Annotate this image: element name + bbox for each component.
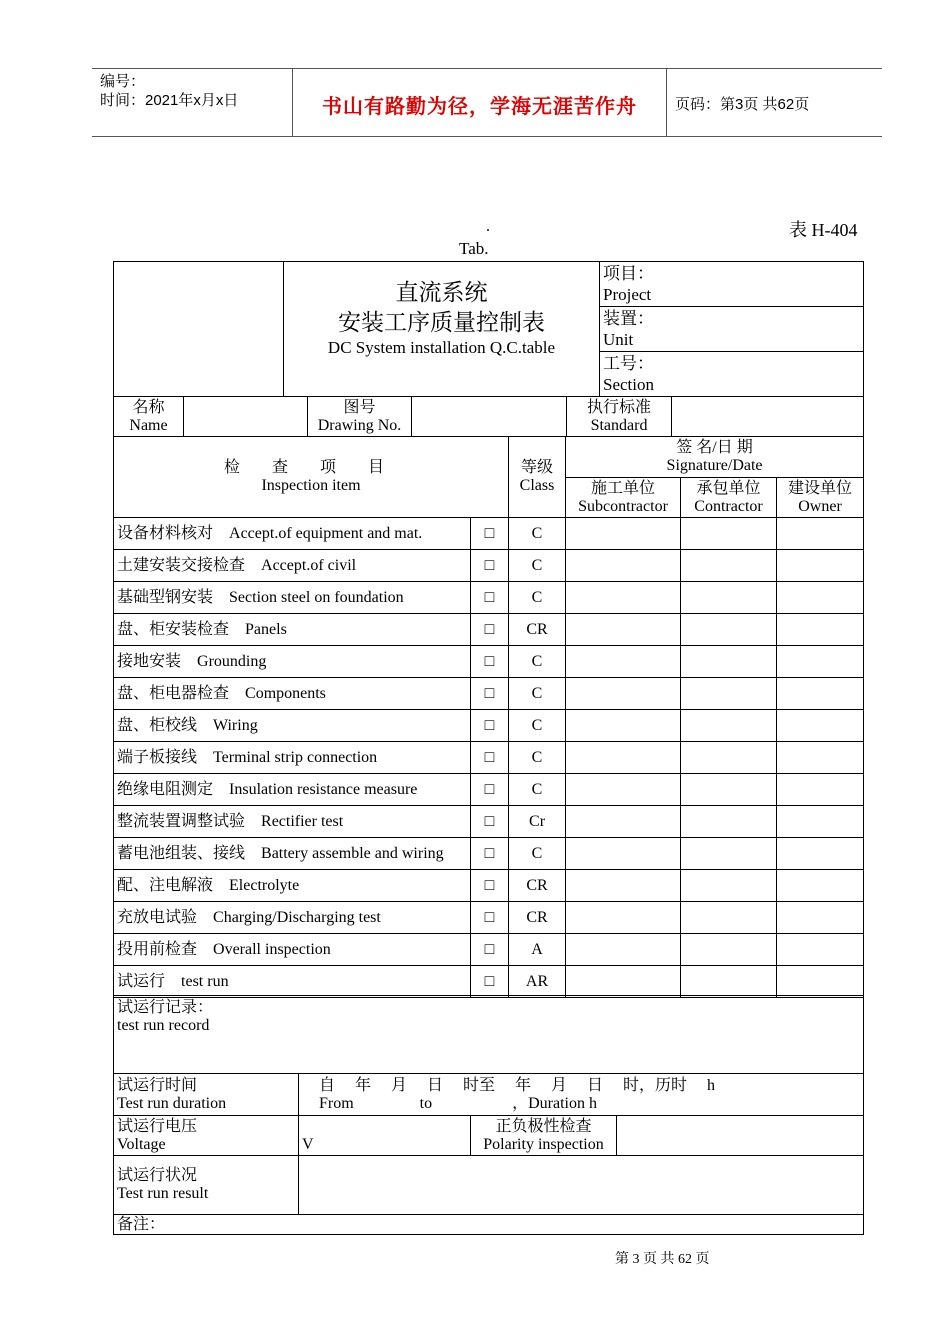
drawing-label: 图号 Drawing No.	[308, 397, 412, 437]
inspection-item-label: 试运行 test run	[114, 966, 471, 998]
dot-mark: .	[486, 218, 490, 235]
item-checkbox[interactable]: □	[471, 678, 509, 710]
table-row	[114, 550, 864, 582]
subcontractor-sign-cell[interactable]	[566, 774, 681, 806]
remarks-field[interactable]	[114, 1215, 864, 1235]
subcontractor-sign-cell[interactable]	[566, 966, 681, 998]
inspection-table	[113, 436, 864, 998]
table-row	[114, 838, 864, 870]
item-checkbox[interactable]: □	[471, 742, 509, 774]
owner-sign-cell[interactable]	[777, 582, 864, 614]
inspection-item-label: 端子板接线 Terminal strip connection	[114, 742, 471, 774]
item-class: C	[509, 742, 566, 774]
table-row	[114, 774, 864, 806]
title-cn-line2: 安装工序质量控制表	[338, 310, 545, 335]
inspection-item-label: 整流装置调整试验 Rectifier test	[114, 806, 471, 838]
item-class: C	[509, 710, 566, 742]
owner-sign-cell[interactable]	[777, 678, 864, 710]
item-class: C	[509, 774, 566, 806]
item-class: C	[509, 678, 566, 710]
inspection-item-label: 盘、柜安装检查 Panels	[114, 614, 471, 646]
table-row	[114, 870, 864, 902]
owner-sign-cell[interactable]	[777, 518, 864, 550]
inspection-item-label: 盘、柜电器检查 Components	[114, 678, 471, 710]
owner-sign-cell[interactable]	[777, 742, 864, 774]
subcontractor-sign-cell[interactable]	[566, 614, 681, 646]
item-checkbox[interactable]: □	[471, 582, 509, 614]
inspection-item-label: 接地安装 Grounding	[114, 646, 471, 678]
item-class: CR	[509, 870, 566, 902]
inspection-item-label: 土建安装交接检查 Accept.of civil	[114, 550, 471, 582]
remarks-label: 备注：	[117, 1215, 166, 1233]
header-motto: 书山有路勤为径，学海无涯苦作舟	[322, 96, 637, 118]
owner-sign-cell[interactable]	[777, 966, 864, 998]
inspection-item-label: 蓄电池组装、接线 Battery assemble and wiring	[114, 838, 471, 870]
item-checkbox[interactable]: □	[471, 614, 509, 646]
subcontractor-sign-cell[interactable]	[566, 902, 681, 934]
polarity-label: 正负极性检查 Polarity inspection	[471, 1116, 617, 1156]
table-row	[114, 678, 864, 710]
inspection-item-label: 充放电试验 Charging/Discharging test	[114, 902, 471, 934]
contractor-sign-cell[interactable]	[681, 966, 777, 998]
title-table	[113, 261, 864, 397]
voltage-label: 试运行电压 Voltage	[114, 1116, 299, 1156]
duration-field[interactable]	[299, 1074, 864, 1116]
owner-sign-cell[interactable]	[777, 774, 864, 806]
contractor-sign-cell[interactable]	[681, 806, 777, 838]
title-cn-line1: 直流系统	[395, 280, 488, 305]
unit-label-cn: 装置：	[603, 309, 654, 328]
header-info	[100, 72, 238, 110]
item-class: C	[509, 838, 566, 870]
time-label: 时间：2021年x月x日	[100, 92, 239, 109]
item-checkbox[interactable]: □	[471, 934, 509, 966]
item-class: Cr	[509, 806, 566, 838]
project-label-cn: 项目：	[603, 264, 654, 283]
item-class: C	[509, 582, 566, 614]
item-checkbox[interactable]: □	[471, 966, 509, 998]
table-row	[114, 966, 864, 998]
voltage-unit: V	[302, 1136, 314, 1153]
item-checkbox[interactable]: □	[471, 838, 509, 870]
inspection-item-label: 盘、柜校线 Wiring	[114, 710, 471, 742]
contractor-sign-cell[interactable]	[681, 550, 777, 582]
contractor-sign-cell[interactable]	[681, 774, 777, 806]
duration-line-cn: 自 年 月 日 时至 年 月 日 时，历时 h	[319, 1076, 716, 1094]
owner-sign-cell[interactable]	[777, 934, 864, 966]
result-label: 试运行状况 Test run result	[114, 1156, 299, 1215]
table-row	[114, 902, 864, 934]
table-row	[114, 614, 864, 646]
inspection-item-label: 基础型钢安装 Section steel on foundation	[114, 582, 471, 614]
item-checkbox[interactable]: □	[471, 806, 509, 838]
table-row	[114, 518, 864, 550]
item-checkbox[interactable]: □	[471, 774, 509, 806]
header-top-rule	[92, 68, 882, 69]
subcontractor-sign-cell[interactable]	[566, 742, 681, 774]
subcontractor-sign-cell[interactable]	[566, 806, 681, 838]
table-row	[114, 646, 864, 678]
class-heading: 等级 Class	[509, 437, 566, 518]
record-label-cn: 试运行记录：	[117, 999, 214, 1016]
subcontractor-sign-cell[interactable]	[566, 646, 681, 678]
subcontractor-sign-cell[interactable]	[566, 870, 681, 902]
item-class: C	[509, 518, 566, 550]
drawing-value-field[interactable]	[412, 397, 567, 437]
duration-to: to	[419, 1094, 433, 1112]
page-footer: 第 3 页 共 62 页	[615, 1252, 710, 1267]
item-checkbox[interactable]: □	[471, 550, 509, 582]
item-class: A	[509, 934, 566, 966]
item-checkbox[interactable]: □	[471, 646, 509, 678]
item-class: C	[509, 550, 566, 582]
duration-hours: ，Duration h	[512, 1094, 598, 1112]
owner-heading: 建设单位 Owner	[777, 478, 864, 518]
owner-sign-cell[interactable]	[777, 838, 864, 870]
test-run-record[interactable]	[114, 996, 864, 1074]
contractor-sign-cell[interactable]	[681, 646, 777, 678]
section-label-en: Section	[603, 375, 654, 394]
owner-sign-cell[interactable]	[777, 806, 864, 838]
title-en: DC System installation Q.C.table	[327, 338, 556, 357]
result-field[interactable]	[299, 1156, 864, 1215]
contractor-sign-cell[interactable]	[681, 710, 777, 742]
record-label-en: test run record	[117, 1017, 210, 1034]
contractor-sign-cell[interactable]	[681, 902, 777, 934]
project-label-en: Project	[603, 285, 652, 304]
signature-heading: 签 名/日 期 Signature/Date	[566, 437, 864, 478]
name-label: 名称 Name	[114, 397, 184, 437]
test-run-table	[113, 995, 864, 1235]
contractor-sign-cell[interactable]	[681, 934, 777, 966]
section-field[interactable]	[600, 352, 864, 397]
item-class: AR	[509, 966, 566, 998]
inspection-item-label: 绝缘电阻测定 Insulation resistance measure	[114, 774, 471, 806]
contractor-heading: 承包单位 Contractor	[681, 478, 777, 518]
item-checkbox[interactable]: □	[471, 710, 509, 742]
owner-sign-cell[interactable]	[777, 550, 864, 582]
voltage-field[interactable]	[299, 1116, 471, 1156]
section-label-cn: 工号：	[603, 354, 654, 373]
standard-label: 执行标准 Standard	[567, 397, 672, 437]
project-field[interactable]	[600, 262, 864, 307]
form-title	[284, 262, 600, 397]
owner-sign-cell[interactable]	[777, 614, 864, 646]
contractor-sign-cell[interactable]	[681, 838, 777, 870]
duration-label: 试运行时间 Test run duration	[114, 1074, 299, 1116]
subcontractor-sign-cell[interactable]	[566, 678, 681, 710]
polarity-field[interactable]	[617, 1116, 864, 1156]
owner-sign-cell[interactable]	[777, 902, 864, 934]
header-bottom-rule	[92, 136, 882, 137]
table-row	[114, 934, 864, 966]
inspection-item-label: 设备材料核对 Accept.of equipment and mat.	[114, 518, 471, 550]
inspection-item-heading: 检 查 项 目 Inspection item	[114, 437, 509, 518]
table-number: 表 H-404	[789, 220, 858, 240]
contractor-sign-cell[interactable]	[681, 678, 777, 710]
item-class: CR	[509, 902, 566, 934]
logo-cell	[114, 262, 284, 397]
subcontractor-sign-cell[interactable]	[566, 838, 681, 870]
owner-sign-cell[interactable]	[777, 710, 864, 742]
contractor-sign-cell[interactable]	[681, 614, 777, 646]
header-page-label: 页码：第3页 共62页	[675, 96, 810, 113]
contractor-sign-cell[interactable]	[681, 518, 777, 550]
item-class: C	[509, 646, 566, 678]
item-checkbox[interactable]: □	[471, 518, 509, 550]
subcontractor-sign-cell[interactable]	[566, 934, 681, 966]
item-class: CR	[509, 614, 566, 646]
table-row	[114, 806, 864, 838]
unit-field[interactable]	[600, 307, 864, 352]
header-divider	[666, 69, 667, 136]
contractor-sign-cell[interactable]	[681, 870, 777, 902]
subcontractor-sign-cell[interactable]	[566, 710, 681, 742]
name-value-field[interactable]	[184, 397, 308, 437]
serial-label: 编号：	[100, 73, 146, 90]
subcontractor-sign-cell[interactable]	[566, 550, 681, 582]
inspection-item-label: 配、注电解液 Electrolyte	[114, 870, 471, 902]
tab-label: Tab.	[459, 239, 489, 258]
name-row-table	[113, 396, 864, 437]
contractor-sign-cell[interactable]	[681, 742, 777, 774]
standard-value-field[interactable]	[672, 397, 864, 437]
contractor-sign-cell[interactable]	[681, 582, 777, 614]
subcontractor-sign-cell[interactable]	[566, 582, 681, 614]
subcontractor-heading: 施工单位 Subcontractor	[566, 478, 681, 518]
table-row	[114, 710, 864, 742]
inspection-item-label: 投用前检查 Overall inspection	[114, 934, 471, 966]
owner-sign-cell[interactable]	[777, 870, 864, 902]
subcontractor-sign-cell[interactable]	[566, 518, 681, 550]
owner-sign-cell[interactable]	[777, 646, 864, 678]
item-checkbox[interactable]: □	[471, 902, 509, 934]
item-checkbox[interactable]: □	[471, 870, 509, 902]
table-row	[114, 742, 864, 774]
table-row	[114, 582, 864, 614]
duration-from: From	[319, 1094, 354, 1112]
unit-label-en: Unit	[603, 330, 634, 349]
